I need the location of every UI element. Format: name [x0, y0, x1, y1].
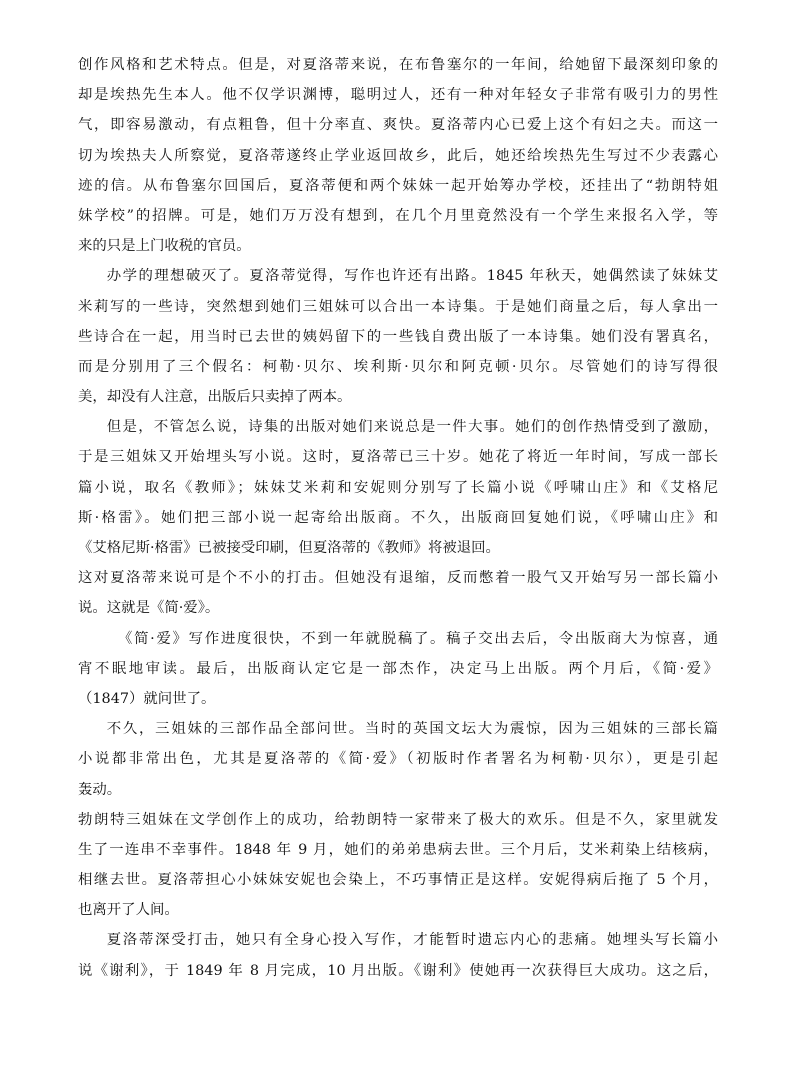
text-line: 创作风格和艺术特点。但是，对夏洛蒂来说，在布鲁塞尔的一年间，给她留下最深刻印象的: [78, 57, 718, 73]
text-line: 夏洛蒂深受打击，她只有全身心投入写作，才能暂时遗忘内心的悲痛。她埋头写长篇小: [106, 932, 718, 949]
text-line: 美，却没有人注意，出版后只卖掉了两本。: [78, 389, 352, 406]
text-line: 斯·格雷》。她们把三部小说一起寄给出版商。不久，出版商回复她们说，《呼啸山庄》和: [78, 509, 718, 526]
body-text: [78, 50, 718, 986]
text-line: 却是埃热先生本人。他不仅学识渊博，聪明过人，还有一种对年轻女子非常有吸引力的男性: [78, 87, 718, 104]
text-line: 《简·爱》写作进度很快，不到一年就脱稿了。稿子交出去后，令出版商大为惊喜，通: [118, 630, 718, 647]
text-line: 而是分别用了三个假名：柯勒·贝尔、埃利斯·贝尔和阿克顿·贝尔。尽管她们的诗写得很: [78, 358, 718, 375]
text-line: 宵不眠地审读。最后，出版商认定它是一部杰作，决定马上出版。两个月后，《简·爱》: [78, 660, 718, 677]
text-line: （1847）就问世了。: [78, 690, 216, 707]
text-line: 这对夏洛蒂来说可是个不小的打击。但她没有退缩，反而憋着一股气又开始写另一部长篇小: [78, 570, 718, 587]
text-line: 来的只是上门收税的官员。: [78, 238, 251, 255]
text-line: 相继去世。夏洛蒂担心小妹妹安妮也会染上，不巧事情正是这样。安妮得病后拖了 5 个月，: [78, 872, 718, 889]
text-line: 勃朗特三姐妹在文学创作上的成功，给勃朗特一家带来了极大的欢乐。但是不久，家里就发: [78, 811, 718, 828]
text-line: 不久，三姐妹的三部作品全部问世。当时的英国文坛大为震惊，因为三姐妹的三部长篇: [106, 721, 718, 738]
text-line: 说。这就是《简·爱》。: [78, 600, 220, 617]
text-line: 说《谢利》，于 1849 年 8 月完成，10 月出版。《谢利》使她再一次获得巨大成功。这之后，: [78, 962, 718, 979]
text-line: 办学的理想破灭了。夏洛蒂觉得，写作也许还有出路。1845 年秋天，她偶然读了妹妹艾: [106, 268, 718, 285]
text-line: 也离开了人间。: [78, 902, 179, 919]
text-line: 米莉写的一些诗，突然想到她们三姐妹可以合出一本诗集。于是她们商量之后，每人拿出一: [78, 298, 718, 315]
text-line: 切为埃热夫人所察觉，夏洛蒂遂终止学业返回故乡，此后，她还给埃热先生写过不少表露心: [78, 147, 718, 164]
text-line: 迹的信。从布鲁塞尔回国后，夏洛蒂便和两个妹妹一起开始筹办学校，还挂出了“勃朗特姐: [78, 177, 718, 194]
text-line: 《艾格尼斯·格雷》已被接受印刷，但夏洛蒂的《教师》将被退回。: [78, 540, 500, 556]
text-line: 篇小说，取名《教师》；妹妹艾米莉和安妮则分别写了长篇小说《呼啸山庄》和《艾格尼: [78, 479, 718, 496]
text-line: 些诗合在一起，用当时已去世的姨妈留下的一些钱自费出版了一本诗集。她们没有署真名，: [78, 328, 718, 345]
text-line: 生了一连串不幸事件。1848 年 9 月，她们的弟弟患病去世。三个月后，艾米莉染上结核病，: [78, 841, 718, 858]
text-line: 但是，不管怎么说，诗集的出版对她们来说总是一件大事。她们的创作热情受到了激励，: [106, 419, 718, 436]
text-line: 于是三姐妹又开始埋头写小说。这时，夏洛蒂已三十岁。她花了将近一年时间，写成一部长: [78, 449, 718, 466]
text-line: 气，即容易激动，有点粗鲁，但十分率直、爽快。夏洛蒂内心已爱上这个有妇之夫。而这一: [78, 117, 718, 134]
text-line: 轰动。: [78, 781, 122, 798]
text-line: 妹学校”的招牌。可是，她们万万没有想到，在几个月里竟然没有一个学生来报名入学，等: [78, 207, 718, 224]
text-line: 小说都非常出色，尤其是夏洛蒂的《简·爱》（初版时作者署名为柯勒·贝尔），更是引起: [78, 751, 718, 768]
